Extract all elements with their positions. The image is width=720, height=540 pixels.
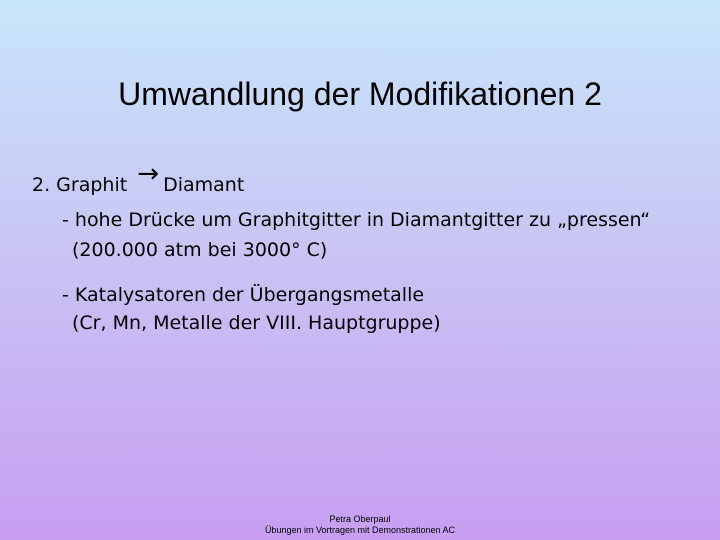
right-arrow-icon: → [137, 159, 160, 189]
slide-title: Umwandlung der Modifikationen 2 [118, 76, 602, 112]
slide-footer [0, 514, 720, 536]
point-graphit-diamant [32, 159, 245, 197]
bullet-catalysts: - Katalysatoren der Übergangsmetalle [62, 284, 425, 306]
point-label: 2. Graphit [32, 174, 128, 196]
bullet-catalysts-detail: (Cr, Mn, Metalle der VIII. Hauptgruppe) [72, 312, 441, 334]
point-target: Diamant [163, 174, 245, 196]
footer-course: Übungen im Vortragen mit Demonstrationen AC [264, 525, 456, 535]
footer-author: Petra Oberpaul [329, 514, 391, 524]
bullet-pressure-detail: (200.000 atm bei 3000° C) [72, 239, 328, 261]
bullet-pressure: - hohe Drücke um Graphitgitter in Diamantgitter zu „pressen“ [62, 209, 651, 231]
